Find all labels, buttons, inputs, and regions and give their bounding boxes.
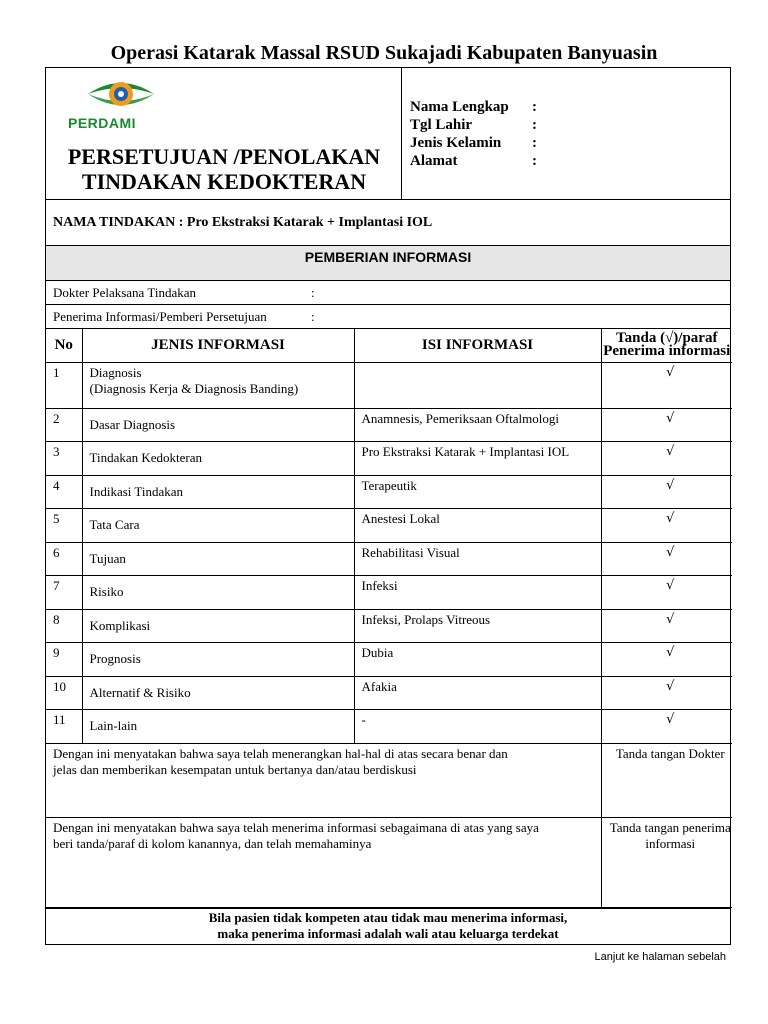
row-sign[interactable]: √	[601, 509, 732, 543]
table-row	[46, 542, 732, 576]
row-no: 10	[46, 676, 82, 710]
header-sign-line1: Tanda (√)/paraf	[616, 330, 718, 347]
row-sign[interactable]: √	[601, 408, 732, 442]
identity-colon: :	[532, 99, 537, 115]
identity-label: Nama Lengkap	[410, 99, 509, 115]
row-no: 4	[46, 475, 82, 509]
identity-name-row	[410, 98, 730, 116]
row-jenis: Lain-lain	[82, 710, 354, 744]
table-row	[46, 475, 732, 509]
patient-statement-row	[46, 817, 732, 907]
doctor-signature-box[interactable]	[601, 743, 732, 817]
row-sign[interactable]: √	[601, 643, 732, 677]
doctor-statement-line1: Dengan ini menyatakan bahwa saya telah menerangkan hal-hal di atas secara benar dan	[53, 745, 508, 761]
row-no: 7	[46, 576, 82, 610]
row-isi: Infeksi, Prolaps Vitreous	[354, 609, 601, 643]
row-sign[interactable]: √	[601, 442, 732, 476]
row-sign[interactable]: √	[601, 362, 732, 408]
patient-signature-box[interactable]	[601, 817, 732, 907]
row-jenis: Dasar Diagnosis	[82, 408, 354, 442]
row-sign[interactable]: √	[601, 576, 732, 610]
row-sign[interactable]: √	[601, 609, 732, 643]
row-jenis	[82, 362, 354, 408]
identity-label: Alamat	[410, 153, 458, 169]
row-sign[interactable]: √	[601, 542, 732, 576]
row-sign[interactable]: √	[601, 676, 732, 710]
patient-identity	[402, 68, 730, 199]
row-jenis: Indikasi Tindakan	[82, 475, 354, 509]
identity-colon: :	[532, 117, 537, 133]
table-row	[46, 710, 732, 744]
row-isi: Rehabilitasi Visual	[354, 542, 601, 576]
row-jenis: Risiko	[82, 576, 354, 610]
identity-dob-row	[410, 116, 730, 134]
row-sign[interactable]: √	[601, 475, 732, 509]
row-jenis: Tata Cara	[82, 509, 354, 543]
identity-gender-row	[410, 134, 730, 152]
table-row	[46, 576, 732, 610]
page-title: Operasi Katarak Massal RSUD Sukajadi Kabupaten Banyuasin	[110, 42, 658, 64]
row-no: 1	[46, 362, 82, 408]
action-name: NAMA TINDAKAN : Pro Ekstraksi Katarak + Implantasi IOL	[46, 200, 730, 246]
form-title	[46, 144, 402, 194]
header-no: No	[46, 329, 82, 362]
table-row	[46, 362, 732, 408]
row-no: 2	[46, 408, 82, 442]
doctor-statement	[46, 743, 601, 817]
doctor-statement-row	[46, 743, 732, 817]
table-row	[46, 643, 732, 677]
row-jenis: Prognosis	[82, 643, 354, 677]
row-no: 6	[46, 542, 82, 576]
form-title-line1: PERSETUJUAN /PENOLAKAN	[67, 144, 381, 169]
row-jenis: Alternatif & Risiko	[82, 676, 354, 710]
identity-label: Tgl Lahir	[410, 117, 473, 133]
patient-statement-line2: beri tanda/paraf di kolom kanannya, dan telah memahaminya	[53, 835, 372, 851]
guardian-note	[46, 908, 730, 944]
table-row	[46, 509, 732, 543]
meta-label: Penerima Informasi/Pemberi Persetujuan	[53, 308, 267, 324]
information-table	[46, 329, 732, 908]
row-no: 11	[46, 710, 82, 744]
row-jenis: Tujuan	[82, 542, 354, 576]
row-isi: Infeksi	[354, 576, 601, 610]
meta-colon: :	[311, 308, 315, 324]
meta-label: Dokter Pelaksana Tindakan	[53, 284, 196, 300]
guardian-note-line1: Bila pasien tidak kompeten atau tidak mau menerima informasi,	[208, 909, 568, 925]
identity-colon: :	[532, 135, 537, 151]
row-no: 8	[46, 609, 82, 643]
identity-label: Jenis Kelamin	[410, 135, 502, 151]
header-jenis: JENIS INFORMASI	[82, 329, 354, 362]
row-jenis-line1: Diagnosis	[89, 364, 142, 380]
table-header-row	[46, 329, 732, 362]
section-title: PEMBERIAN INFORMASI	[46, 246, 730, 281]
identity-address-row	[410, 152, 730, 170]
patient-statement-line1: Dengan ini menyatakan bahwa saya telah menerima informasi sebagaimana di atas yang saya	[53, 819, 539, 835]
recipient-row	[46, 305, 730, 329]
row-isi: Anestesi Lokal	[354, 509, 601, 543]
row-isi: -	[354, 710, 601, 744]
row-isi: Afakia	[354, 676, 601, 710]
table-row	[46, 609, 732, 643]
continue-note: Lanjut ke halaman sebelah	[594, 951, 726, 963]
row-isi: Anamnesis, Pemeriksaan Oftalmologi	[354, 408, 601, 442]
patient-signature-label-line2: informasi	[645, 835, 696, 851]
header-isi: ISI INFORMASI	[354, 329, 601, 362]
header-sign-line2: Penerima informasi	[603, 343, 731, 360]
row-no: 3	[46, 442, 82, 476]
row-isi	[354, 362, 601, 408]
row-no: 5	[46, 509, 82, 543]
doctor-statement-line2: jelas dan memberikan kesempatan untuk bertanya dan/atau berdiskusi	[53, 761, 417, 777]
table-row	[46, 408, 732, 442]
doctor-row	[46, 281, 730, 305]
doctor-signature-label: Tanda tangan Dokter	[615, 745, 725, 761]
logo-text: PERDAMI	[68, 115, 137, 131]
form-title-line2: TINDAKAN KEDOKTERAN	[81, 169, 367, 194]
patient-signature-label-line1: Tanda tangan penerima	[609, 819, 731, 835]
guardian-note-line2: maka penerima informasi adalah wali atau keluarga terdekat	[217, 925, 559, 941]
form-header	[46, 68, 730, 200]
row-jenis: Tindakan Kedokteran	[82, 442, 354, 476]
table-row	[46, 676, 732, 710]
row-isi: Terapeutik	[354, 475, 601, 509]
row-isi: Dubia	[354, 643, 601, 677]
row-sign[interactable]: √	[601, 710, 732, 744]
meta-colon: :	[311, 284, 315, 300]
header-sign	[601, 329, 732, 362]
patient-statement	[46, 817, 601, 907]
row-no: 9	[46, 643, 82, 677]
consent-form	[45, 67, 731, 945]
row-jenis-line2: (Diagnosis Kerja & Diagnosis Banding)	[89, 380, 299, 396]
row-jenis: Komplikasi	[82, 609, 354, 643]
table-row	[46, 442, 732, 476]
identity-colon: :	[532, 153, 537, 169]
row-isi: Pro Ekstraksi Katarak + Implantasi IOL	[354, 442, 601, 476]
title-block	[46, 68, 402, 199]
